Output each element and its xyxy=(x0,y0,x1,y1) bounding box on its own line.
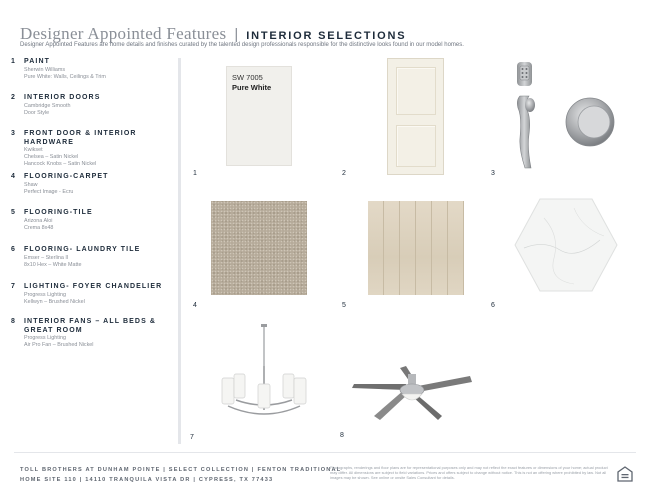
feature-detail: Air Pro Fan – Brushed Nickel xyxy=(24,342,94,348)
page-subtitle: Designer Appointed Features are home details and finishes curated by the talented design professionals responsible for the distinctive looks found in our model homes. xyxy=(20,42,464,48)
feature-item xyxy=(11,283,171,306)
feature-detail: Kwikset xyxy=(24,147,43,153)
knob xyxy=(566,98,614,146)
hex-tile-sample xyxy=(514,198,618,292)
feature-item xyxy=(11,246,171,269)
feature-title: FLOORING- LAUNDRY TILE xyxy=(24,246,141,253)
feature-detail: Hancock Knobs – Satin Nickel xyxy=(24,161,97,167)
brand-title: Designer Appointed Features xyxy=(20,24,227,43)
feature-number: 8 xyxy=(11,318,15,325)
chandelier-image xyxy=(218,324,310,420)
paint-code: SW 7005 xyxy=(232,73,263,82)
feature-detail: Kellwyn – Brushed Nickel xyxy=(24,298,85,305)
figure-label: 5 xyxy=(342,302,346,309)
figure-label: 1 xyxy=(193,170,197,177)
feature-detail: Progress Lighting xyxy=(24,335,66,341)
figure-label: 2 xyxy=(342,170,346,177)
section-title: INTERIOR SELECTIONS xyxy=(246,30,407,42)
ceiling-fan-image xyxy=(350,364,474,422)
feature-number: 7 xyxy=(11,283,15,290)
page-header xyxy=(20,24,406,44)
feature-number: 3 xyxy=(11,130,15,137)
carpet-sample xyxy=(211,201,307,295)
header-separator: | xyxy=(234,26,239,43)
feature-detail: 8x10 Hex – White Matte xyxy=(24,261,82,268)
feature-title: FRONT DOOR & INTERIOR HARDWARE xyxy=(24,130,137,146)
footer-address-line: HOME SITE 110 | 14110 TRANQUILA VISTA DR | CYPRESS, TX 77433 xyxy=(20,477,274,483)
feature-detail: Perfect Image - Ecru xyxy=(24,188,74,195)
feature-detail: Chelsea – Satin Nickel xyxy=(24,154,79,160)
handleset xyxy=(517,96,535,168)
column-divider xyxy=(178,58,181,444)
feature-number: 5 xyxy=(11,209,15,216)
feature-title: LIGHTING- FOYER CHANDELIER xyxy=(24,283,163,290)
feature-detail: Sherwin Williams xyxy=(24,66,66,73)
feature-item xyxy=(11,94,171,117)
door-hardware-image xyxy=(508,60,620,178)
footer-community-line: TOLL BROTHERS AT DUNHAM POINTE | SELECT COLLECTION | FENTON TRADITIONAL xyxy=(20,467,342,473)
feature-detail: Door Style xyxy=(24,109,50,116)
footer-address xyxy=(20,465,341,485)
feature-number: 6 xyxy=(11,246,15,253)
feature-detail: Arizona Aloi xyxy=(24,217,53,224)
feature-title: PAINT xyxy=(24,58,50,65)
feature-detail: Progress Lighting xyxy=(24,291,66,298)
equal-housing-icon xyxy=(617,466,633,482)
feature-title: FLOORING-CARPET xyxy=(24,173,109,180)
feature-item xyxy=(11,130,171,168)
feature-title: FLOORING-TILE xyxy=(24,209,93,216)
footer-disclaimer: Photographs, renderings and floor plans are for representational purposes only and may not reflect the exact features or dimensions of your home; actual product may differ. All dimensions are subject to field variations. Prices and offers subject to change without notice. This is not an offering where prohibited by law. Not all images may be shown. See online or onsite Sales Consultant for details. xyxy=(330,465,608,480)
keypad-deadbolt xyxy=(517,62,532,86)
figure-label: 6 xyxy=(491,302,495,309)
figure-label: 3 xyxy=(491,170,495,177)
feature-detail: Cambridge Smooth xyxy=(24,102,71,109)
interior-door-image xyxy=(387,58,444,175)
figure-label: 4 xyxy=(193,302,197,309)
figure-label: 8 xyxy=(340,432,344,439)
feature-title: INTERIOR DOORS xyxy=(24,94,101,101)
feature-detail: Emser – Sterlina II xyxy=(24,254,69,261)
feature-number: 2 xyxy=(11,94,15,101)
feature-number: 1 xyxy=(11,58,15,65)
feature-number: 4 xyxy=(11,173,15,180)
footer-divider xyxy=(14,452,636,453)
paint-name: Pure White xyxy=(232,83,272,92)
figure-label: 7 xyxy=(190,434,194,441)
plank-tile-sample xyxy=(368,201,464,295)
feature-detail: Pure White: Walls, Ceilings & Trim xyxy=(24,73,106,80)
feature-item xyxy=(11,318,171,349)
feature-item xyxy=(11,58,171,81)
feature-title: INTERIOR FANS – ALL BEDS & GREAT ROOM xyxy=(24,318,157,334)
door-lower-panel xyxy=(396,125,436,167)
feature-detail: Crema 8x48 xyxy=(24,224,54,231)
door-upper-panel xyxy=(396,67,436,115)
paint-swatch xyxy=(226,66,292,166)
feature-item xyxy=(11,209,171,232)
feature-item xyxy=(11,173,171,196)
feature-detail: Shaw xyxy=(24,181,38,188)
